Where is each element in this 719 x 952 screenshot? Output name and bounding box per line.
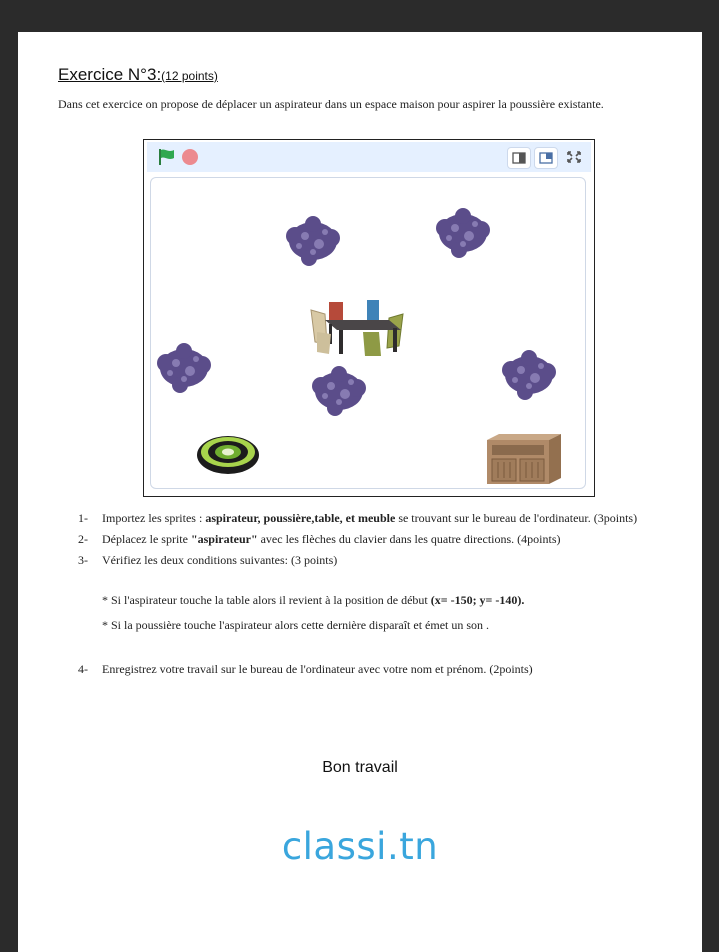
- stop-icon[interactable]: [182, 149, 198, 165]
- normal-stage-icon[interactable]: [534, 147, 558, 169]
- scratch-stage: [143, 139, 595, 497]
- dust-sprite-1[interactable]: [285, 216, 341, 266]
- furniture-sprite[interactable]: [485, 432, 563, 486]
- question-2: 2- Déplacez le sprite "aspirateur" avec les flèches du clavier dans les quatre directions. (4points): [78, 532, 561, 546]
- table-sprite[interactable]: [309, 298, 405, 360]
- document-page: [18, 32, 702, 952]
- vacuum-sprite[interactable]: [195, 430, 261, 476]
- exercise-points: (12 points): [161, 69, 218, 83]
- fullscreen-icon[interactable]: [563, 147, 585, 167]
- dust-sprite-3[interactable]: [156, 343, 212, 393]
- questions-list: [78, 508, 678, 680]
- conditions-list: [78, 590, 678, 635]
- dust-sprite-2[interactable]: [435, 208, 491, 258]
- closing-text: Bon travail: [322, 759, 398, 776]
- condition-2: * Si la poussière touche l'aspirateur alors cette dernière disparaît et émet un son .: [102, 618, 490, 632]
- stage-toolbar: [147, 142, 591, 172]
- small-stage-icon[interactable]: [507, 147, 531, 169]
- brand-watermark: classi.tn: [281, 825, 439, 868]
- question-1: 1- Importez les sprites : aspirateur, poussière,table, et meuble se trouvant sur le bureau de l'ordinateur. (3points): [78, 511, 638, 525]
- exercise-intro: Dans cet exercice on propose de déplacer un aspirateur dans un espace maison pour aspirer la poussière existante.: [58, 97, 604, 111]
- condition-1: * Si l'aspirateur touche la table alors il revient à la position de début (x= -150; y= -140).: [102, 593, 525, 607]
- stage-area: [150, 177, 586, 489]
- green-flag-icon[interactable]: [157, 148, 177, 166]
- exercise-title: Exercice N°3:(12 points): [58, 65, 218, 84]
- dust-sprite-4[interactable]: [311, 366, 367, 416]
- dust-sprite-5[interactable]: [501, 350, 557, 400]
- question-3: 3- Vérifiez les deux conditions suivantes: (3 points): [78, 553, 338, 567]
- question-4: 4- Enregistrez votre travail sur le bureau de l'ordinateur avec votre nom et prénom. (2points): [78, 662, 533, 676]
